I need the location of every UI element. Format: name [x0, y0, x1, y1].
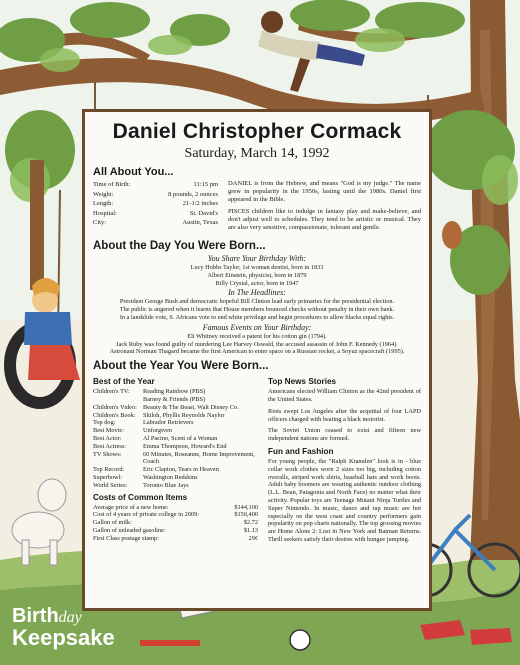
best-row: Top dog: Labrador Retrievers	[93, 419, 194, 427]
fact-row: Length: 21-1/2 inches	[93, 200, 218, 208]
fact-row: Weight: 8 pounds, 2 ounces	[93, 190, 218, 198]
best-row: Best Actress: Emma Thompson, Howard's End	[93, 442, 227, 450]
fun-fashion-title: Fun and Fashion	[268, 446, 334, 456]
person-name: Daniel Christopher Cormack	[112, 120, 402, 143]
birthday-share-title: You Share Your Birthday With:	[207, 254, 307, 263]
cost-row: Gallon of unleaded gasoline: $1.13	[93, 526, 258, 534]
birthday-line: Lucy Hobbs Taylor, 1st woman dentist, born in 1833	[190, 264, 324, 271]
fact-row: City: Austin, Texas	[93, 219, 218, 227]
best-of-year-title: Best of the Year	[93, 377, 155, 387]
top-news-title: Top News Stories	[268, 377, 337, 387]
birthday-line: Billy Crystal, actor, born in 1947	[215, 279, 299, 287]
headlines-title: In The Headlines:	[228, 288, 286, 298]
headline-line: The public is angered when it learns that House members bounced checks without penalty in their own bank.	[119, 306, 395, 314]
best-row: Superbowl: Washington Redskins	[93, 473, 198, 481]
birth-date: Saturday, March 14, 1992	[184, 146, 330, 161]
best-row: Children's Video: Beauty & The Beast, Walt Disney Co.	[93, 403, 239, 411]
cost-row: Average price of a new home: $144,100	[93, 503, 258, 511]
fact-row: Time of Birth: 11:15 pm	[93, 181, 218, 188]
event-line: Jack Ruby was found guilty of murdering Lee Harvey Oswald, the accused assassin of John F. Kennedy (1964).	[116, 340, 398, 348]
year-right-column	[268, 374, 421, 548]
cost-row: Gallon of milk: $2.72	[93, 519, 258, 527]
certificate-panel	[82, 109, 432, 611]
best-row: Children's Book: Shiloh, Phyllis Reynolds Naylor	[93, 411, 225, 419]
costs-title: Costs of Common Items	[93, 492, 188, 502]
headline-line: President George Bush and democratic hopeful Bill Clinton lead early primaries for the presidential election.	[119, 298, 395, 306]
birthday-line: Albert Einstein, physicist, born in 1879	[207, 271, 307, 279]
best-row: Top Record: Eric Clapton, Tears in Heaven	[93, 466, 219, 474]
best-row: TV Shows: 60 Minutes, Roseanne, Home Improvement, Coach	[93, 450, 255, 466]
best-row: World Series: Toronto Blue Jays	[93, 481, 189, 489]
birth-facts	[93, 180, 218, 236]
news-item: The Soviet Union ceased to exist and fifteen new independent nations are formed.	[268, 427, 421, 443]
cost-row: First Class postage stamp: 29¢	[93, 534, 258, 542]
events-title: Famous Events on Your Birthday:	[202, 322, 312, 332]
year-born-heading: About the Year You Were Born...	[93, 360, 269, 373]
name-meaning	[228, 180, 421, 236]
all-about-section	[93, 180, 421, 236]
day-born-section	[93, 254, 421, 356]
year-left-column	[93, 374, 258, 548]
event-line: Eli Whitney received a patent for his cotton gin (1794).	[187, 332, 327, 340]
day-born-heading: About the Day You Were Born...	[93, 240, 266, 252]
sign-paragraph: PISCES children like to indulge in fantasy play and make-believe, and don't adjust well to schedules. They tend to be artistic or musical. They are also very sensitive, compassionate, tolerant and gentle.	[228, 208, 421, 231]
fact-row: Hospital: St. David's	[93, 209, 218, 217]
news-item: Americans elected William Clinton as the 42nd president of the United States.	[268, 388, 421, 403]
all-about-heading: All About You...	[93, 166, 174, 178]
best-row: Best Movie: Unforgiven	[93, 427, 172, 435]
year-born-section	[93, 374, 421, 548]
cost-row: Cost of 4 years of private college in 2009: $150,400	[93, 511, 258, 519]
headline-line: In a landslide vote, S. Africans vote to end white privilege and begin procedures to allow blacks equal rights.	[119, 313, 395, 321]
best-row: Barney & Friends (PBS)	[143, 395, 206, 403]
best-row: Best Actor: Al Pacino, Scent of a Woman	[93, 434, 218, 442]
news-item: Riots swept Los Angeles after the acquittal of four LAPD officers charged with beating a black motorist.	[268, 407, 421, 423]
fun-fashion-text: For young people, the "Ralph Kramden" look is in - blue collar work clothes worn 2 sizes too big, including cotton overalls, striped work shirts, baseball hats and work boots. Adult baby boomers are wearing authentic outdoor clothing (L.L. Bean, Patagonia and North Face) no matter what their activity. Popular toys are Teenage Mutant Ninja Turtles and Super Nintendo. In music, dance and rap music are hot especially on the west coast and country performers gain popularity on pop charts nationally. The top grossing movies are Home Alone 2: Lost in New York and Batman Returns. Thrill seekers satisfy their desires with bungee jumping.	[268, 457, 421, 543]
best-row: Children's TV: Reading Rainbow (PBS)	[93, 388, 206, 396]
birthday-keepsake-logo: Birthday Keepsake	[12, 605, 115, 650]
event-line: Astronaut Norman Thagard became the first American to enter space on a Russian rocket, a Soyuz spacecraft (1995).	[109, 348, 405, 356]
name-paragraph: DANIEL is from the Hebrew, and means "God is my judge." The name grew in popularity in the 1950s, lasting until the 1980s. Daniel first appeared in the Bible.	[228, 180, 421, 203]
